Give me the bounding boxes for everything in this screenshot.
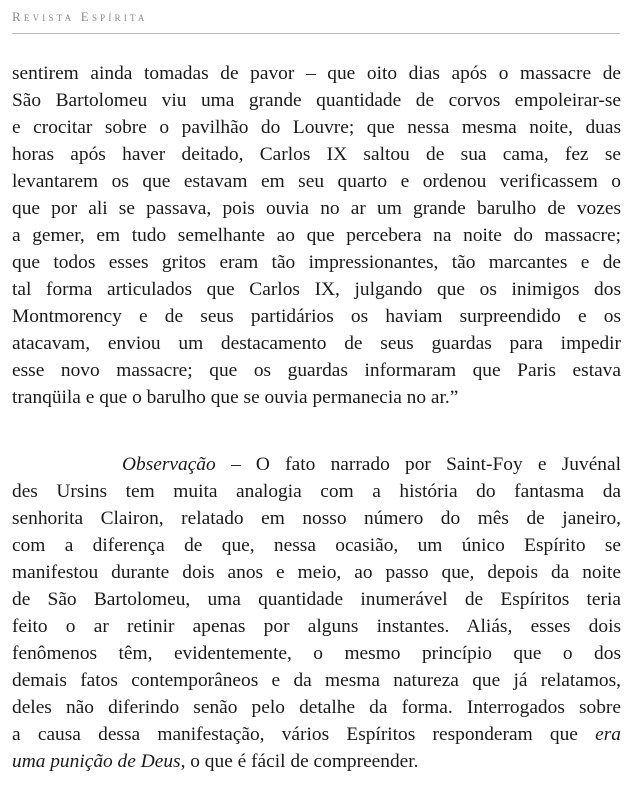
text-line: senhorita Clairon, relatado em nosso número do mês de janeiro, [12,508,621,529]
text-line: e crocitar sobre o pavilhão do Louvre; que nessa mesma noite, duas [12,117,621,138]
text-line: demais fatos contemporâneos e da mesma natureza que já relatamos, [12,670,621,691]
text-line: de São Bartolomeu, uma quantidade inumerável de Espíritos teria [12,589,621,610]
italic-span: era [595,724,621,745]
text-line: a gemer, em tudo semelhante ao que percebera na noite do massacre; [12,225,621,246]
text-line-first [12,451,621,478]
text-line: des Ursins tem muita analogia com a história do fantasma da [12,481,621,502]
text-span: , o que é fácil de compreender. [180,751,419,772]
italic-span: uma punição de Deus [12,751,181,772]
paragraph-1 [12,60,621,411]
text-line [12,721,621,748]
paragraph-2 [12,451,621,775]
text-line: manifestou durante dois anos e meio, ao passo que, depois da noite [12,562,621,583]
text-line: deles não diferindo senão pelo detalhe da forma. Interrogados sobre [12,697,621,718]
text-span: – O fato narrado por Saint-Foy e Juvénal [215,454,621,475]
text-line: tal forma articulados que Carlos IX, julgando que os inimigos dos [12,279,621,300]
observation-label: Observação [122,454,216,475]
text-line: que por ali se passava, pois ouvia no ar um grande barulho de vozes [12,198,621,219]
text-line: que todos esses gritos eram tão impressionantes, tão marcantes e de [12,252,621,273]
text-line [12,748,621,775]
text-line: tranqüila e que o barulho que se ouvia permanecia no ar.” [12,387,459,408]
text-line: Montmorency e de seus partidários os haviam surpreendido e os [12,306,621,327]
text-line: atacavam, enviou um destacamento de seus guardas para impedir [12,333,621,354]
running-header: Revista Espírita [12,9,148,24]
text-line: fenômenos têm, evidentemente, o mesmo princípio que o dos [12,643,621,664]
text-line: esse novo massacre; que os guardas informaram que Paris estava [12,360,621,381]
text-line: São Bartolomeu viu uma grande quantidade de corvos empoleirar-se [12,90,621,111]
text-line: feito o ar retinir apenas por alguns instantes. Aliás, esses dois [12,616,621,637]
text-line: horas após haver deitado, Carlos IX saltou de sua cama, fez se [12,144,621,165]
text-line: sentirem ainda tomadas de pavor – que oito dias após o massacre de [12,63,621,84]
text-span: a causa dessa manifestação, vários Espíritos responderam que [12,724,596,745]
text-line: levantarem os que estavam em seu quarto e ordenou verificassem o [12,171,621,192]
header-rule [12,33,620,34]
text-line: com a diferença de que, nessa ocasião, um único Espírito se [12,535,621,556]
